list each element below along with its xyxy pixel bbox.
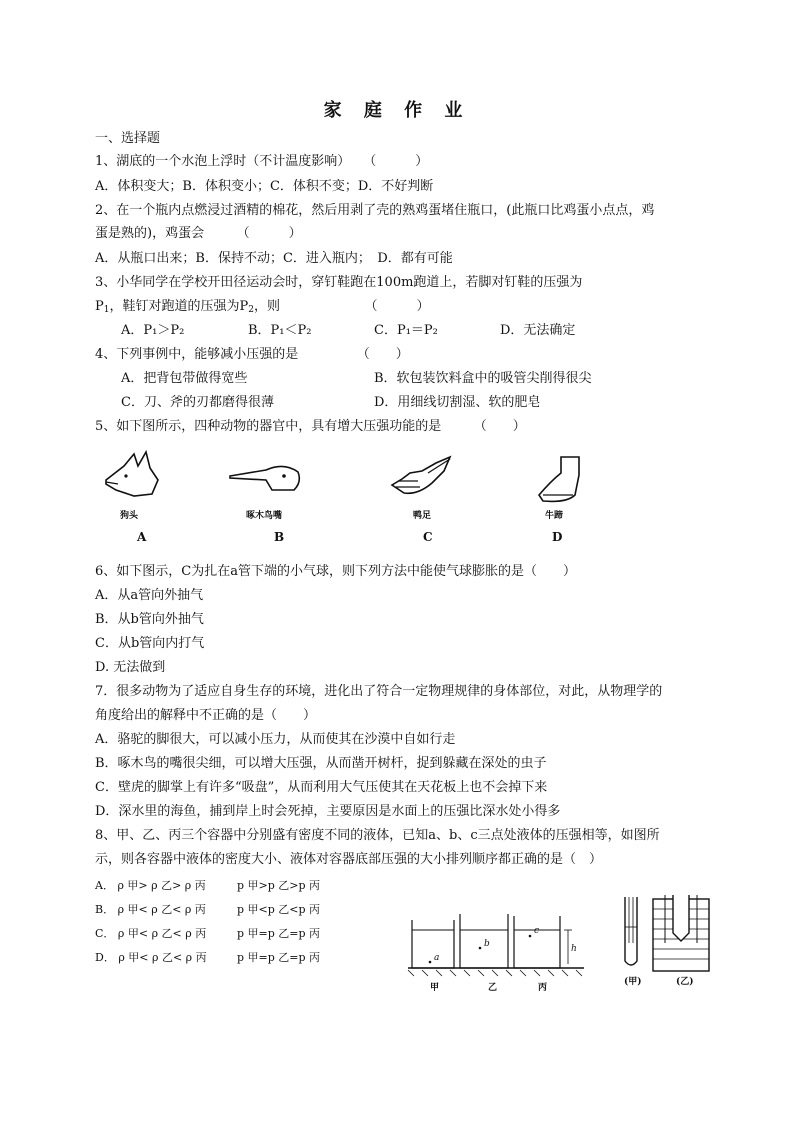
question-4-option-b: B．软包装饮料盒中的吸管尖削得很尖 [374, 371, 592, 386]
question-8-option-c-density: C． ρ 甲< ρ 乙< ρ 丙 [95, 927, 207, 940]
question-3-stem-line1: 3、小华同学在学校开田径运动会时，穿钉鞋跑在100m跑道上，若脚对钉鞋的压强为 [95, 275, 583, 290]
question-7-option-d: D．深水里的海鱼，捕到岸上时会死掉，主要原因是水面上的压强比深水处小得多 [95, 804, 561, 819]
animal-label-dog: 狗头 [120, 511, 139, 521]
question-8-stem-line2: 示，则各容器中液体的密度大小、液体对容器底部压强的大小排列顺序都正确的是（ ） [95, 852, 603, 867]
point-a-label: a [434, 953, 440, 963]
question-4-stem: 4、下列事例中，能够减小压强的是 （ ） [95, 347, 409, 362]
question-7-option-c: C．壁虎的脚掌上有许多“吸盘”，从而利用大气压使其在天花板上也不会掉下来 [95, 780, 548, 795]
question-8-option-b-density: B． ρ 甲< ρ 乙< ρ 丙 [95, 903, 206, 916]
section-heading: 一、选择题 [95, 131, 161, 146]
question-7-option-b: B．啄木鸟的嘴很尖细，可以增大压强，从而凿开树杆，捉到躲藏在深处的虫子 [95, 756, 547, 771]
question-5-stem: 5、如下图所示，四种动物的器官中，具有增大压强功能的是 （ ） [95, 419, 526, 434]
question-4-option-d: D．用细线切割湿、软的肥皂 [374, 395, 541, 410]
woodpecker-beak-drawing [228, 460, 304, 494]
question-4-option-c: C．刀、斧的刃都磨得很薄 [121, 395, 274, 410]
question-8-option-d-density: D． ρ 甲< ρ 乙< ρ 丙 [95, 951, 207, 964]
question-7-option-a: A．骆驼的脚很大，可以减小压力，从而使其在沙漠中自如行走 [95, 732, 456, 747]
page-title: 家 庭 作 业 [323, 100, 471, 121]
question-3-option-c: C．P₁＝P₂ [374, 323, 438, 338]
point-b-label: b [484, 939, 490, 949]
container-label-jia: 甲 [430, 983, 440, 993]
container-label-yi: 乙 [488, 983, 498, 993]
tube-label-jia: (甲) [624, 977, 642, 987]
question-3-option-a: A．P₁＞P₂ [121, 323, 185, 338]
question-8-stem-line1: 8、甲、乙、丙三个容器中分别盛有密度不同的液体，已知a、b、c三点处液体的压强相等，如图所 [95, 828, 660, 843]
animal-letter-a: A [137, 530, 147, 544]
question-8-option-a-pressure: p 甲>p 乙>p 丙 [237, 879, 321, 892]
animal-label-cow: 牛蹄 [545, 511, 564, 521]
animal-label-woodpecker: 啄木鸟嘴 [246, 511, 283, 521]
point-c-label: c [534, 926, 540, 936]
question-6-option-b: B．从b管向外抽气 [95, 612, 204, 627]
question-2-stem-line1: 2、在一个瓶内点燃浸过酒精的棉花，然后用剥了壳的熟鸡蛋堵住瓶口，(此瓶口比鸡蛋小点点，鸡 [95, 203, 655, 218]
dog-head-drawing [104, 450, 164, 500]
tube-label-yi: (乙) [676, 977, 694, 987]
question-1-stem: 1、湖底的一个水泡上浮时（不计温度影响） （ ） [95, 154, 429, 169]
cow-hoof-drawing [535, 455, 585, 505]
animal-letter-c: C [423, 530, 433, 544]
three-containers-diagram [408, 912, 588, 982]
question-8-option-d-pressure: p 甲=p 乙=p 丙 [237, 951, 321, 964]
question-6-option-d: D. 无法做到 [95, 660, 166, 675]
question-7-stem-line2: 角度给出的解释中不正确的是（ ） [95, 708, 317, 723]
question-8-option-a-density: A． ρ 甲> ρ 乙> ρ 丙 [95, 879, 206, 892]
question-8-option-b-pressure: p 甲<p 乙<p 丙 [237, 903, 321, 916]
question-8-option-c-pressure: p 甲=p 乙=p 丙 [237, 927, 321, 940]
balloon-tubes-diagram [615, 893, 715, 975]
question-6-option-a: A．从a管向外抽气 [95, 588, 204, 603]
question-2-options: A．从瓶口出来；B．保持不动；C．进入瓶内； D．都有可能 [95, 251, 453, 266]
duck-foot-drawing [388, 455, 458, 505]
question-6-option-c: C．从b管向内打气 [95, 636, 205, 651]
question-3-option-b: B．P₁＜P₂ [248, 323, 312, 338]
question-3-stem-line2: $P_1$，鞋钉对跑道的压强为$P_2$，则 （ ） [95, 299, 430, 315]
height-label: h [571, 944, 577, 954]
animal-letter-b: B [274, 530, 285, 544]
animal-letter-d: D [552, 530, 563, 544]
question-4-option-a: A．把背包带做得宽些 [121, 371, 248, 386]
question-3-option-d: D．无法确定 [500, 323, 576, 338]
animal-label-duck: 鸭足 [413, 511, 432, 521]
container-label-bing: 丙 [538, 983, 548, 993]
question-6-stem: 6、如下图示，C为扎在a管下端的小气球，则下列方法中能使气球膨胀的是（ ） [95, 564, 576, 579]
question-1-options: A．体积变大；B．体积变小；C．体积不变；D．不好判断 [95, 179, 434, 194]
question-2-stem-line2: 蛋是熟的)，鸡蛋会 （ ） [95, 226, 302, 241]
question-7-stem-line1: 7．很多动物为了适应自身生存的环境，进化出了符合一定物理规律的身体部位，对此，从物理学的 [95, 684, 663, 699]
